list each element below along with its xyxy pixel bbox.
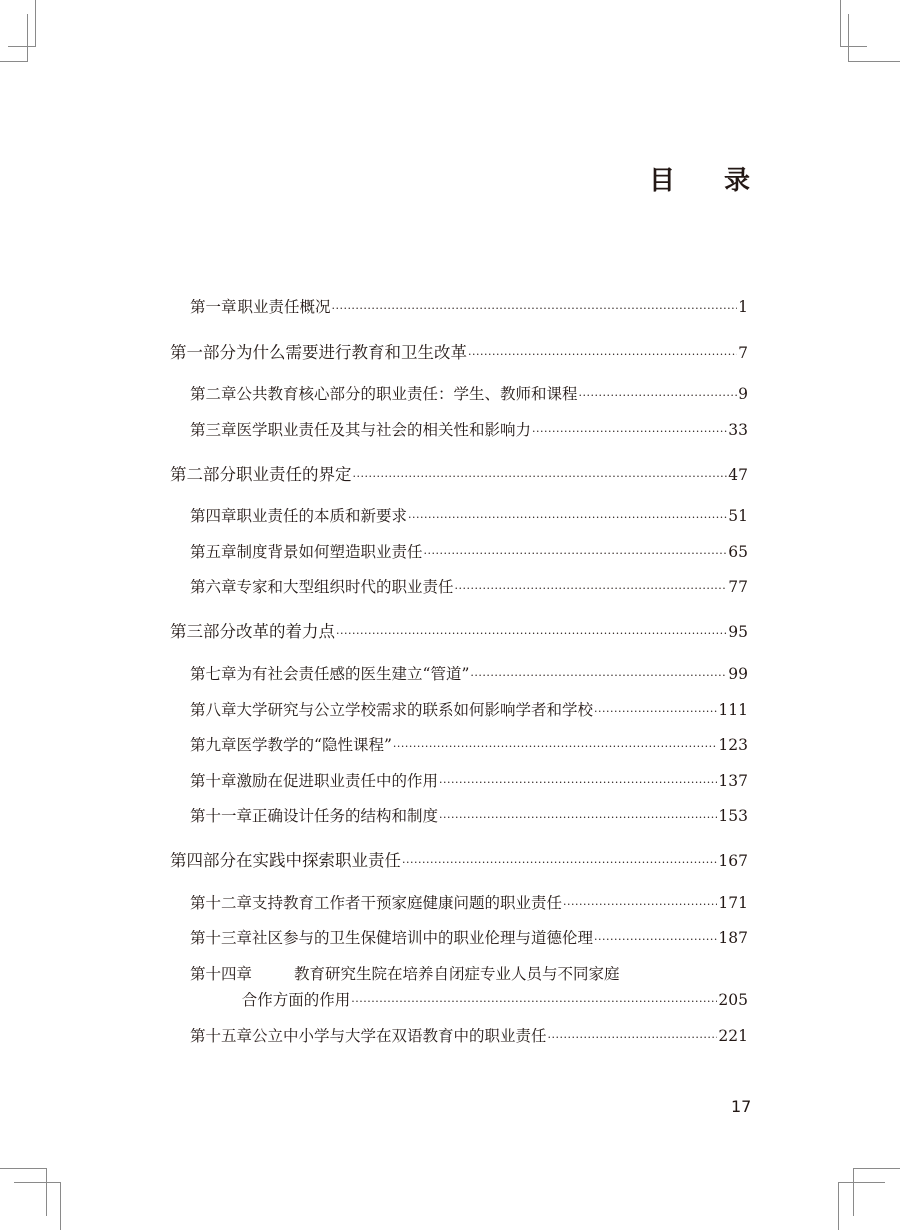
toc-entry-page: 51 — [728, 507, 748, 525]
toc-entry-title: 为什么需要进行教育和卫生改革 — [236, 343, 467, 362]
toc-entry[interactable] — [170, 893, 748, 915]
toc-entry-page: 33 — [728, 421, 748, 439]
toc-entry-number: 第一部分 — [170, 343, 236, 362]
toc-entry-title: 专家和大型组织时代的职业责任 — [236, 578, 454, 596]
toc-entry-page: 99 — [728, 665, 748, 683]
crop-mark-top-left-v — [35, 0, 36, 47]
toc-entry-page: 111 — [718, 701, 748, 719]
leader-dots — [594, 930, 717, 950]
crop-mark-bottom-right-h2 — [838, 1182, 885, 1183]
toc-entry-page: 9 — [738, 385, 748, 403]
toc-entry-title: 支持教育工作者干预家庭健康问题的职业责任 — [252, 894, 563, 912]
toc-entry[interactable] — [170, 384, 748, 406]
crop-mark-bottom-left-h — [0, 1168, 47, 1169]
toc-entry[interactable] — [170, 928, 748, 950]
toc-entry[interactable] — [170, 806, 748, 828]
toc-entry-title: 正确设计任务的结构和制度 — [252, 807, 439, 825]
toc-entry[interactable] — [170, 297, 748, 319]
leader-dots — [579, 386, 738, 406]
toc-entry-page: 47 — [728, 466, 748, 484]
toc-entry-title: 社区参与的卫生保健培训中的职业伦理与道德伦理 — [252, 929, 594, 947]
toc-entry-title: 改革的着力点 — [236, 622, 335, 641]
toc-entry[interactable] — [170, 577, 748, 599]
leader-dots — [548, 1028, 718, 1048]
toc-entry[interactable] — [170, 1026, 748, 1048]
toc-entry[interactable] — [170, 964, 748, 984]
toc-entry-title: 医学职业责任及其与社会的相关性和影响力 — [236, 421, 532, 439]
toc-entry-page: 1 — [738, 298, 748, 316]
toc-entry-continuation[interactable] — [170, 990, 748, 1012]
toc-entry-title: 职业责任的本质和新要求 — [236, 507, 408, 525]
crop-mark-top-left-h — [8, 46, 36, 47]
toc-entry-number: 第五章 — [190, 543, 237, 561]
toc-entry-number: 第三章 — [190, 421, 237, 439]
toc-entry-number: 第十五章 — [190, 1027, 253, 1045]
toc-entry-title: 教育研究生院在培养自闭症专业人员与不同家庭 — [294, 965, 620, 983]
crop-mark-bottom-right-h — [853, 1168, 900, 1169]
toc-entry-number: 第二章 — [190, 385, 237, 403]
toc-entry-page: 221 — [718, 1027, 748, 1045]
toc-entry[interactable] — [170, 542, 748, 564]
leader-dots — [470, 666, 727, 686]
leader-dots — [439, 773, 717, 793]
toc-entry-number: 第二部分 — [170, 465, 236, 484]
page-title: 目 录 — [648, 166, 770, 196]
toc-entry-title: 大学研究与公立学校需求的联系如何影响学者和学校 — [236, 701, 594, 719]
toc-part-entry[interactable] — [170, 465, 748, 487]
toc-entry[interactable] — [170, 700, 748, 722]
leader-dots — [468, 345, 737, 365]
toc-entry-title-line2: 合作方面的作用 — [241, 991, 351, 1009]
toc-entry[interactable] — [170, 420, 748, 442]
toc-entry-number: 第十二章 — [190, 894, 253, 912]
toc-entry-number: 第九章 — [190, 736, 237, 754]
leader-dots — [331, 299, 737, 319]
crop-mark-bottom-left-h2 — [14, 1182, 61, 1183]
toc-entry[interactable] — [170, 506, 748, 528]
leader-dots — [532, 422, 727, 442]
leader-dots — [351, 992, 717, 1012]
toc-entry-title: 在实践中探索职业责任 — [236, 851, 401, 870]
crop-mark-bottom-left-v2 — [60, 1182, 61, 1230]
toc-entry-title: 医学教学的“隐性课程” — [236, 736, 392, 754]
toc-entry-page: 123 — [718, 736, 748, 754]
toc-entry-title: 职业责任概况 — [237, 298, 331, 316]
crop-mark-bottom-left-v — [46, 1168, 47, 1216]
leader-dots — [353, 467, 728, 487]
toc-entry-page: 95 — [728, 623, 748, 641]
leader-dots — [402, 853, 717, 873]
toc-entry-page: 205 — [718, 991, 748, 1009]
toc-entry-number: 第十一章 — [190, 807, 253, 825]
toc-entry-title: 公立中小学与大学在双语教育中的职业责任 — [252, 1027, 547, 1045]
toc-entry[interactable] — [170, 771, 748, 793]
toc-entry-title: 制度背景如何塑造职业责任 — [236, 543, 423, 561]
leader-dots — [393, 737, 718, 757]
toc-entry-title: 激励在促进职业责任中的作用 — [236, 772, 439, 790]
toc-entry[interactable] — [170, 664, 748, 686]
toc-entry-number: 第七章 — [190, 665, 237, 683]
toc-entry-number: 第四章 — [190, 507, 237, 525]
leader-dots — [563, 895, 717, 915]
toc-entry-title: 为有社会责任感的医生建立“管道” — [236, 665, 470, 683]
crop-mark-top-right-h — [840, 46, 867, 47]
toc-part-entry[interactable] — [170, 343, 748, 365]
crop-mark-top-right-v — [840, 0, 841, 47]
leader-dots — [424, 544, 728, 564]
page-number: 17 — [731, 1097, 752, 1116]
leader-dots — [439, 808, 717, 828]
toc-entry[interactable] — [170, 735, 748, 757]
crop-mark-top-left-v2 — [27, 14, 28, 61]
toc-entry-number: 第十章 — [190, 772, 237, 790]
toc-part-entry[interactable] — [170, 622, 748, 644]
toc-entry-page: 153 — [718, 807, 748, 825]
toc-entry-page: 167 — [718, 852, 748, 870]
toc-entry-page: 65 — [728, 543, 748, 561]
toc-entry-title: 公共教育核心部分的职业责任：学生、教师和课程 — [236, 385, 578, 403]
toc-part-entry[interactable] — [170, 851, 748, 873]
toc-entry-number: 第四部分 — [170, 851, 236, 870]
toc-entry-number: 第一章 — [190, 298, 237, 316]
toc-entry-page: 171 — [718, 894, 748, 912]
toc-entry-page: 77 — [728, 578, 748, 596]
toc-entry-page: 137 — [718, 772, 748, 790]
toc-entry-page: 187 — [718, 929, 748, 947]
toc-entry-number: 第三部分 — [170, 622, 236, 641]
crop-mark-top-left-h2 — [0, 61, 28, 62]
toc-entry-number: 第十三章 — [190, 929, 253, 947]
leader-dots — [455, 579, 728, 599]
crop-mark-top-right-v2 — [848, 14, 849, 61]
crop-mark-bottom-right-v2 — [838, 1182, 839, 1230]
leader-dots — [336, 624, 727, 644]
toc-entry-number: 第八章 — [190, 701, 237, 719]
toc-entry-page: 7 — [738, 344, 748, 362]
crop-mark-top-right-h2 — [848, 61, 900, 62]
leader-dots — [408, 508, 727, 528]
toc-entry-title: 职业责任的界定 — [236, 465, 352, 484]
toc-entry-number: 第十四章 — [190, 965, 253, 983]
leader-dots — [594, 702, 717, 722]
crop-mark-bottom-right-v — [853, 1168, 854, 1216]
toc-entry-number: 第六章 — [190, 578, 237, 596]
